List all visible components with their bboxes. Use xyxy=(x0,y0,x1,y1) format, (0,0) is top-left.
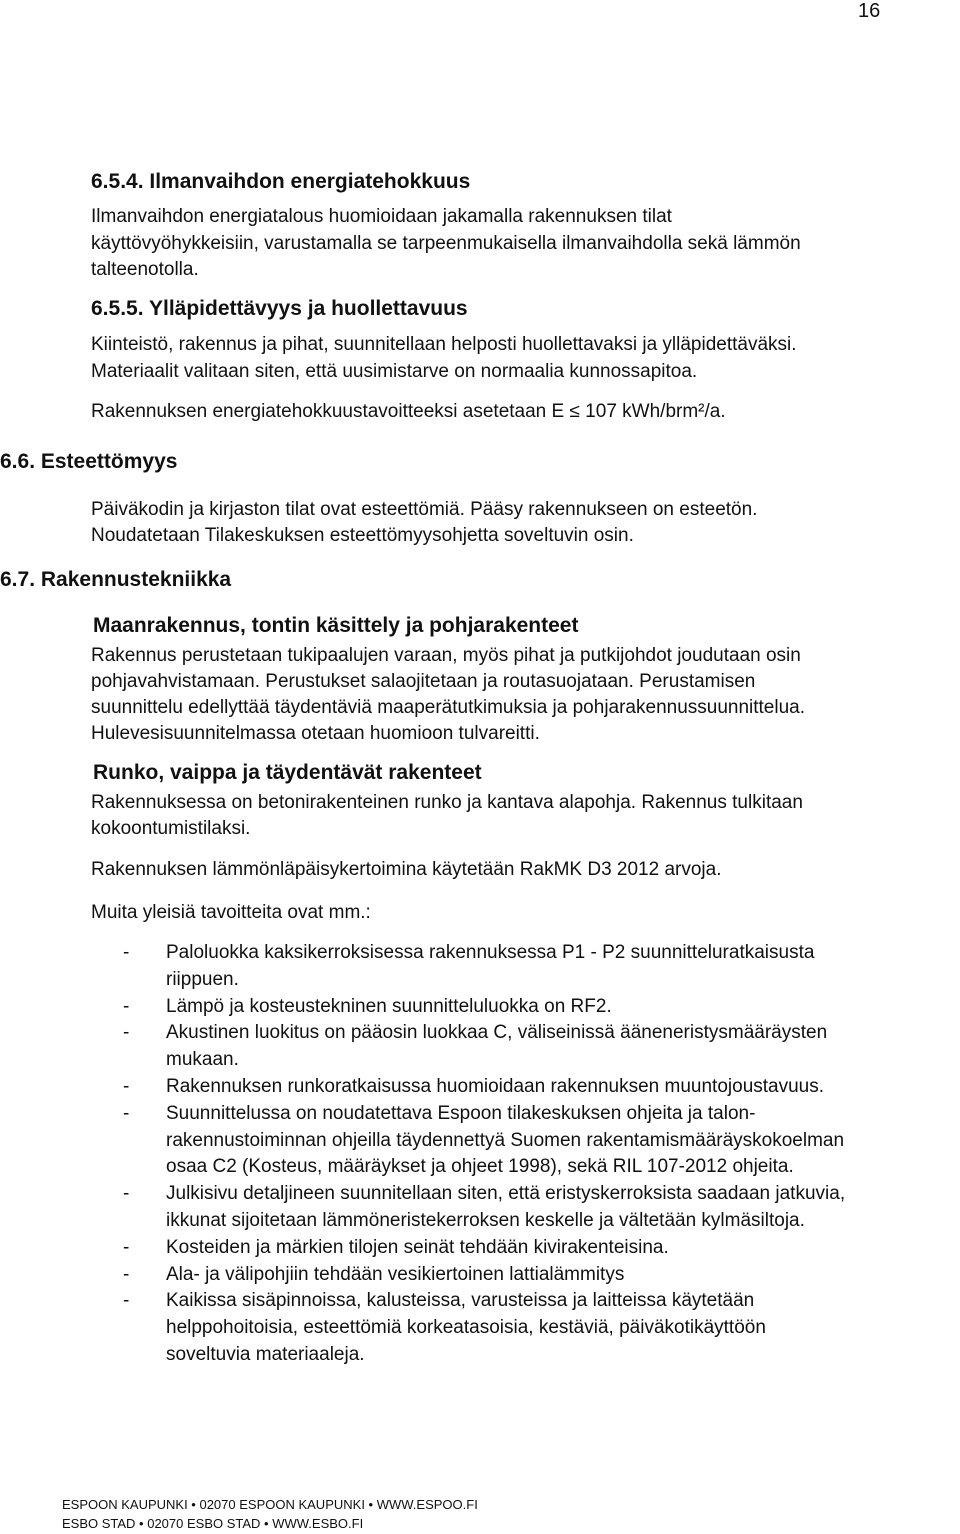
paragraph-line: Kiinteistö, rakennus ja pihat, suunnitellaan helposti huollettavaksi ja ylläpidettäväksi. xyxy=(91,334,797,355)
paragraph-line: talteenotolla. xyxy=(91,259,199,280)
paragraph-line: Ilmanvaihdon energiatalous huomioidaan jakamalla rakennuksen tilat xyxy=(91,206,672,227)
list-item-line: Kaikissa sisäpinnoissa, kalusteissa, varusteissa ja laitteissa käytetään xyxy=(166,1290,755,1312)
list-item-line: ikkunat sijoitetaan lämmöneristekerroksen keskelle ja vältetään kylmäsiltoja. xyxy=(166,1209,805,1231)
section-heading-6-7: 6.7. Rakennustekniikka xyxy=(0,568,232,591)
bullet-dash: - xyxy=(123,1183,130,1205)
subheading-groundwork: Maanrakennus, tontin käsittely ja pohjarakenteet xyxy=(93,614,579,637)
list-item-line: helppohoitoisia, esteettömiä korkeatasoisia, kestäviä, päiväkotikäyttöön xyxy=(166,1317,766,1339)
paragraph-line: Päiväkodin ja kirjaston tilat ovat esteettömiä. Pääsy rakennukseen on esteetön. xyxy=(91,499,758,520)
list-item-line: Ala- ja välipohjiin tehdään vesikiertoinen lattialämmitys xyxy=(166,1263,625,1285)
list-item-line: mukaan. xyxy=(166,1049,239,1071)
bullet-dash: - xyxy=(123,942,130,963)
list-item xyxy=(91,1101,960,1181)
list-item xyxy=(91,1074,960,1101)
list-item-line: soveltuvia materiaaleja. xyxy=(166,1343,365,1365)
list-item-line: Paloluokka kaksikerroksisessa rakennuksessa P1 - P2 suunnitteluratkaisusta xyxy=(166,942,815,963)
list-item xyxy=(91,994,960,1021)
list-item-line: Lämpö ja kosteustekninen suunnitteluluokka on RF2. xyxy=(166,995,612,1017)
list-item-line: osaa C2 (Kosteus, määräykset ja ohjeet 1998), sekä RIL 107-2012 ohjeita. xyxy=(166,1156,794,1178)
other-goals-intro: Muita yleisiä tavoitteita ovat mm.: xyxy=(91,902,371,923)
energy-target-text: Rakennuksen energiatehokkuustavoitteeksi asetetaan E ≤ 107 kWh/brm²/a. xyxy=(91,401,726,422)
bullet-dash: - xyxy=(123,1236,130,1258)
list-item xyxy=(91,1235,960,1262)
list-item xyxy=(91,940,960,994)
paragraph-line: käyttövyöhykkeisiin, varustamalla se tarpeenmukaisella ilmanvaihdolla sekä lämmön xyxy=(91,233,801,254)
paragraph-line: Noudatetaan Tilakeskuksen esteettömyysohjetta soveltuvin osin. xyxy=(91,525,634,546)
bullet-dash: - xyxy=(123,1022,130,1044)
bullet-dash: - xyxy=(123,995,130,1017)
list-item-line: Julkisivu detaljineen suunnitellaan siten, että eristyskerroksista saadaan jatkuvia, xyxy=(166,1183,846,1205)
section-heading-6-5-5: 6.5.5. Ylläpidettävyys ja huollettavuus xyxy=(91,297,468,320)
bullet-dash: - xyxy=(123,1075,130,1097)
paragraph-line: pohjavahvistamaan. Perustukset salaojitetaan ja routasuojataan. Perustamisen xyxy=(91,671,756,692)
footer-line: ESBO STAD • 02070 ESBO STAD • WWW.ESBO.FI xyxy=(62,1516,364,1531)
paragraph-line: Materiaalit valitaan siten, että uusimistarve on normaalia kunnossapitoa. xyxy=(91,361,698,382)
section-heading-6-6: 6.6. Esteettömyys xyxy=(0,450,178,473)
list-item xyxy=(91,1262,960,1289)
paragraph-line: Hulevesisuunnitelmassa otetaan huomioon tulvareitti. xyxy=(91,723,540,744)
goals-bullet-list xyxy=(91,940,960,1369)
u-values-text: Rakennuksen lämmönläpäisykertoimina käytetään RakMK D3 2012 arvoja. xyxy=(91,859,722,880)
list-item-line: Kosteiden ja märkien tilojen seinät tehdään kivirakenteisina. xyxy=(166,1236,669,1258)
list-item xyxy=(91,1020,960,1074)
section-heading-6-5-4: 6.5.4. Ilmanvaihdon energiatehokkuus xyxy=(91,170,471,193)
list-item-line: Akustinen luokitus on pääosin luokkaa C, väliseinissä ääneneristysmääräysten xyxy=(166,1022,828,1044)
list-item-line: Rakennuksen runkoratkaisussa huomioidaan rakennuksen muuntojoustavuus. xyxy=(166,1075,825,1097)
paragraph-line: Rakennuksessa on betonirakenteinen runko ja kantava alapohja. Rakennus tulkitaan xyxy=(91,792,803,813)
bullet-dash: - xyxy=(123,1290,130,1312)
paragraph-line: Rakennus perustetaan tukipaalujen varaan, myös pihat ja putkijohdot joudutaan osin xyxy=(91,645,801,666)
list-item-line: riippuen. xyxy=(166,968,239,990)
subheading-frame: Runko, vaippa ja täydentävät rakenteet xyxy=(93,761,482,784)
list-item-line: rakennustoiminnan ohjeilla täydennettyä Suomen rakentamismääräyskokoelman xyxy=(166,1129,845,1151)
list-item xyxy=(91,1288,960,1368)
paragraph-line: suunnittelu edellyttää täydentäviä maaperätutkimuksia ja pohjarakennussuunnittelua. xyxy=(91,697,806,718)
list-item-line: Suunnittelussa on noudatettava Espoon tilakeskuksen ohjeita ja talon- xyxy=(166,1102,756,1124)
list-item xyxy=(91,1181,960,1235)
bullet-dash: - xyxy=(123,1263,130,1285)
footer-line: ESPOON KAUPUNKI • 02070 ESPOON KAUPUNKI • WWW.ESPOO.FI xyxy=(62,1497,478,1512)
page-number: 16 xyxy=(858,0,881,22)
paragraph-line: kokoontumistilaksi. xyxy=(91,818,251,839)
bullet-dash: - xyxy=(123,1102,130,1124)
